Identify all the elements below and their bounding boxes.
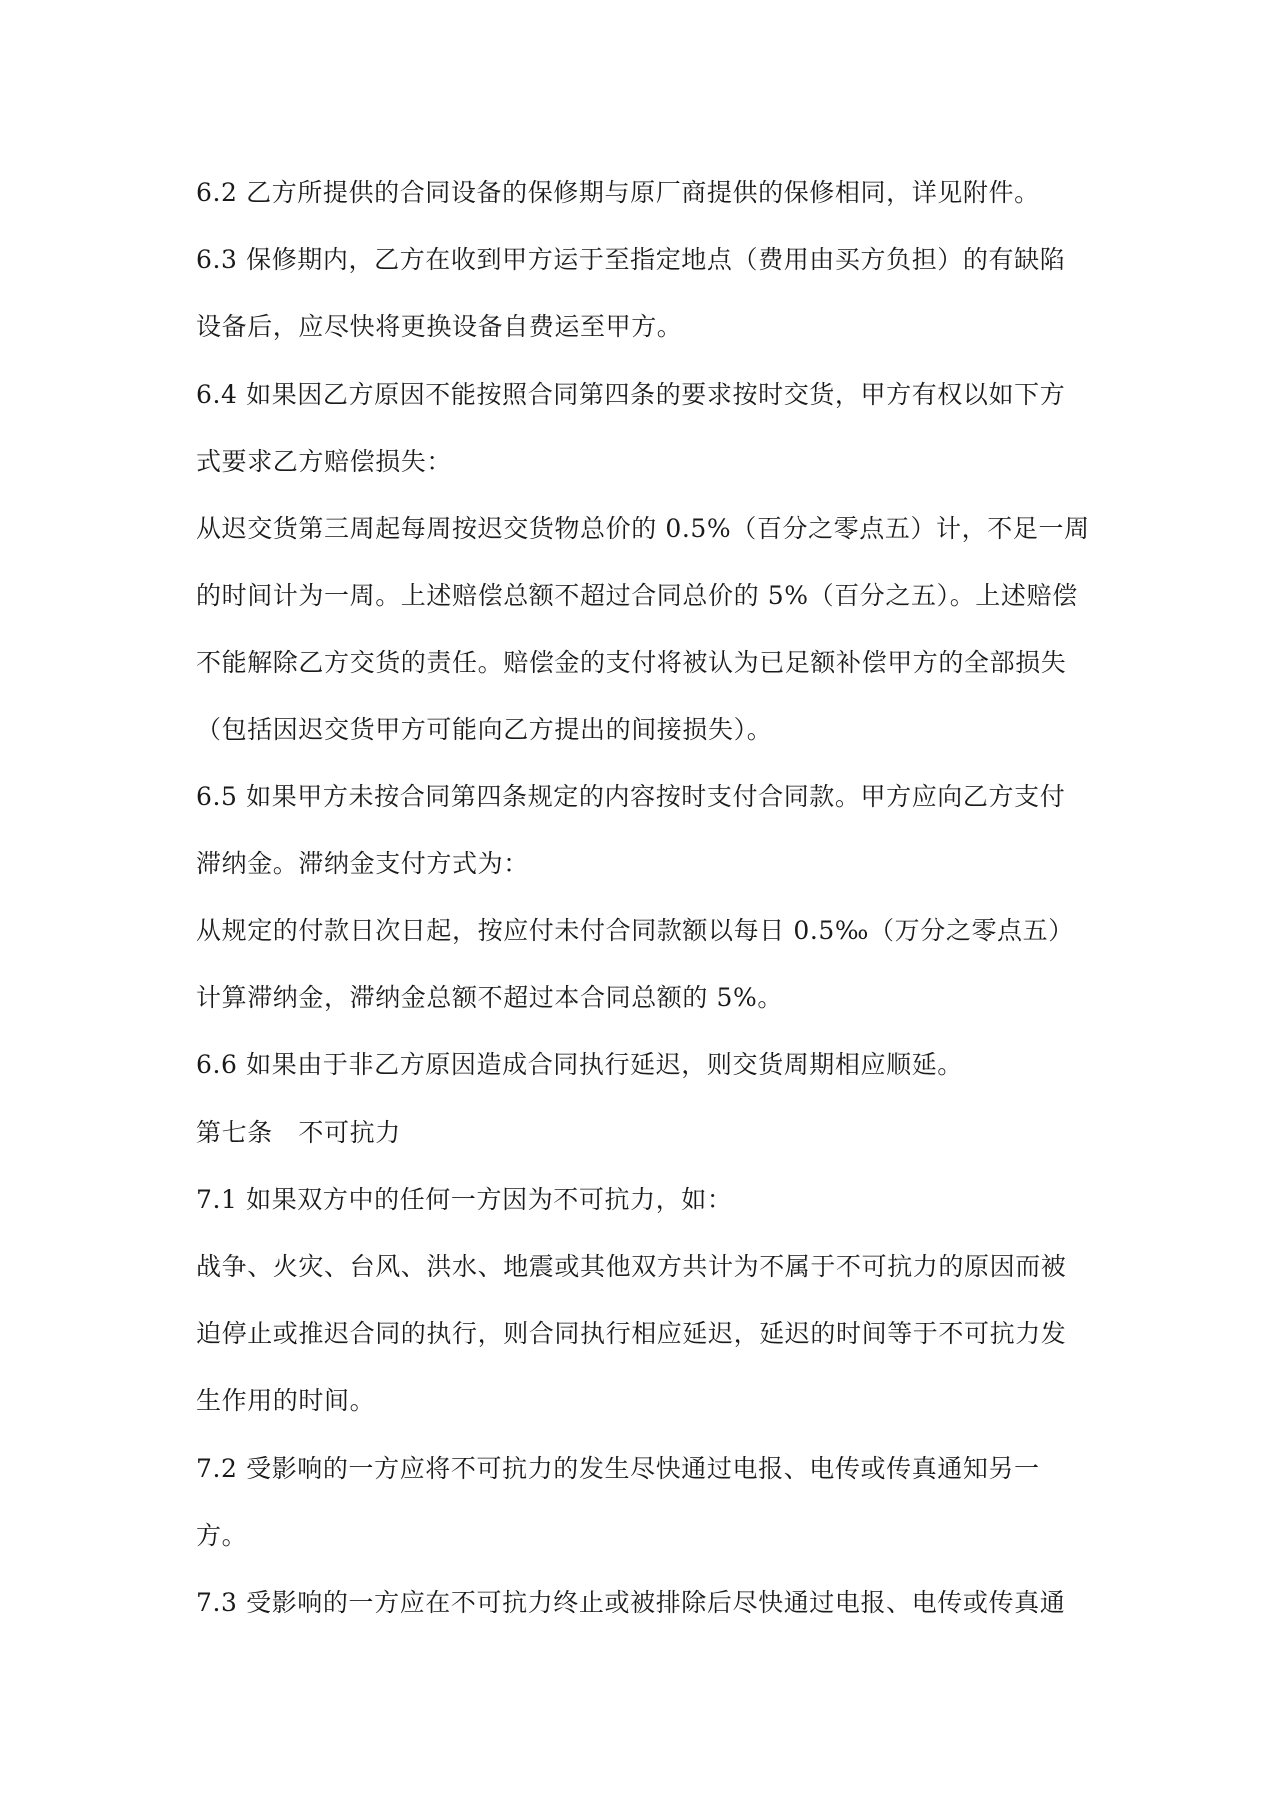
- text-line: 不能解除乙方交货的责任。赔偿金的支付将被认为已足额补偿甲方的全部损失: [196, 648, 1067, 677]
- text-line: （包括因迟交货甲方可能向乙方提出的间接损失）。: [196, 715, 773, 744]
- text-line: 从规定的付款日次日起，按应付未付合同款额以每日 0.5‰（万分之零点五）: [196, 916, 1074, 945]
- text-line: 战争、火灾、台风、洪水、地震或其他双方共计为不属于不可抗力的原因而被: [196, 1252, 1067, 1281]
- text-line-7-3: 7.3 受影响的一方应在不可抗力终止或被排除后尽快通过电报、电传或传真通: [196, 1588, 1066, 1617]
- text-line-7-2: 7.2 受影响的一方应将不可抗力的发生尽快通过电报、电传或传真通知另一: [196, 1454, 1040, 1483]
- text-line-7-1: 7.1 如果双方中的任何一方因为不可抗力，如：: [196, 1185, 733, 1214]
- text-line-6-4: 6.4 如果因乙方原因不能按照合同第四条的要求按时交货，甲方有权以如下方: [196, 380, 1066, 409]
- text-line-6-3: 6.3 保修期内，乙方在收到甲方运于至指定地点（费用由买方负担）的有缺陷: [196, 245, 1066, 274]
- section-heading-article-7: 第七条 不可抗力: [196, 1118, 401, 1147]
- text-line-6-6: 6.6 如果由于非乙方原因造成合同执行延迟，则交货周期相应顺延。: [196, 1050, 963, 1079]
- text-line: 迫停止或推迟合同的执行，则合同执行相应延迟，延迟的时间等于不可抗力发: [196, 1319, 1067, 1348]
- text-line-6-5: 6.5 如果甲方未按合同第四条规定的内容按时支付合同款。甲方应向乙方支付: [196, 782, 1066, 811]
- text-line: 式要求乙方赔偿损失：: [196, 447, 453, 476]
- text-line-6-2: 6.2 乙方所提供的合同设备的保修期与原厂商提供的保修相同，详见附件。: [196, 178, 1040, 207]
- text-line: 生作用的时间。: [196, 1386, 376, 1415]
- text-line: 方。: [196, 1521, 248, 1550]
- text-line: 的时间计为一周。上述赔偿总额不超过合同总价的 5%（百分之五）。上述赔偿: [196, 581, 1078, 610]
- text-line: 计算滞纳金，滞纳金总额不超过本合同总额的 5%。: [196, 983, 784, 1012]
- text-line: 设备后，应尽快将更换设备自费运至甲方。: [196, 312, 683, 341]
- text-line: 从迟交货第三周起每周按迟交货物总价的 0.5%（百分之零点五）计，不足一周: [196, 514, 1090, 543]
- text-line: 滞纳金。滞纳金支付方式为：: [196, 849, 529, 878]
